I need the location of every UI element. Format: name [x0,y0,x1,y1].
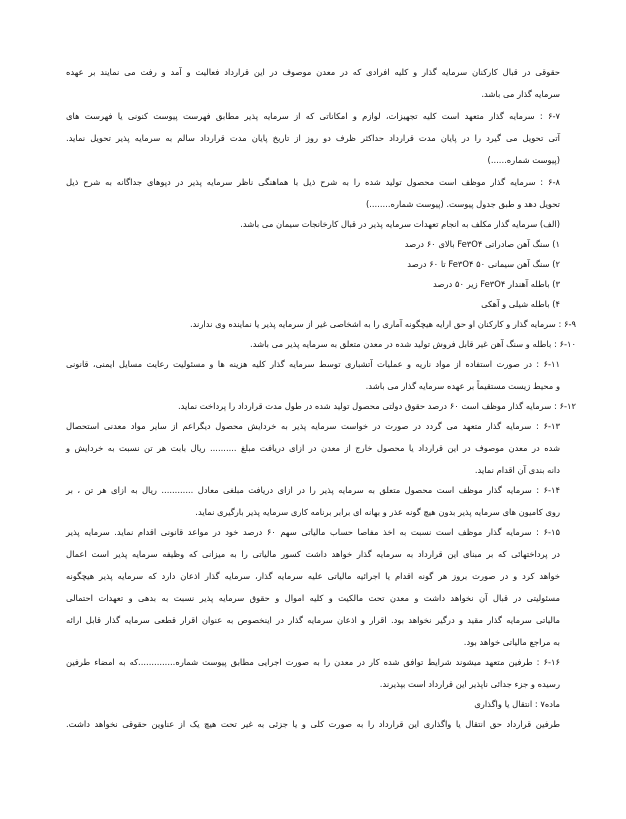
text-line: ۶-۱۰ : باطله و سنگ آهن غیر قابل فروش تولید شده در معدن متعلق به سرمایه پذیر می باشد. [250,339,576,349]
list-item: ۱) سنگ آهن صادراتی Fe۳O۴ بالای ۶۰ درصد [404,239,560,249]
text-line: ۶-۱۶ : طرفین متعهد میشوند شرایط توافق شده کار در معدن را به صورت اجرایی مطابق پیوست شماره..............که به امضاء طرفین [66,657,560,667]
text-line: ۶-۱۵ : سرمایه گذار موظف است نسبت به اخذ مفاصا حساب مالیاتی سهم ۶۰ درصد خود در مواعد قانونی اقدام نماید. سرمایه پذیر [66,527,560,537]
text-line: مسئولیتی در قبال آن نخواهد داشت و معدن تحت مالکیت و کلیه اموال و حقوق سرمایه پذیر نسبت به بدهی و تعهدات احتمالی [66,593,560,603]
list-item: ۳) باطله آهندار Fe۳O۴ زیر ۵۰ درصد [433,279,560,289]
list-item: ۴) باطله شیلی و آهکی [481,299,560,309]
text-line: ۶-۷ : سرمایه گذار متعهد است کلیه تجهیزات، لوازم و امکاناتی که از سرمایه پذیر مطابق فهرست پیوست کنونی یا فهرست های [66,111,560,121]
text-line: ۶-۸ : سرمایه گذار موظف است محصول تولید شده را به شرح ذیل با هماهنگی ناظر سرمایه پذیر در دپوهای جداگانه به شرح ذیل [66,177,560,187]
text-line: (پیوست شماره......) [487,155,560,165]
text-line: حقوقی در قبال کارکنان سرمایه گذار و کلیه افرادی که در معدن موصوف در این قرارداد فعالیت و آمد و رفت می نمایند بر عهده [66,67,560,77]
text-line: در پرداختهائی که بر مبنای این قرارداد به سرمایه گذار خواهد داشت کسور مالیاتی را به میزانی که وظیفه سرمایه پذیر است اعمال [66,549,560,559]
text-line: ۶-۱۳ : سرمایه گذار متعهد می گردد در صورت در خواست سرمایه پذیر به خردایش محصول دیگراعم از سایر مواد معدنی استحصال [66,421,560,431]
text-line: رسیده و جزء جدائی ناپذیر این قرارداد است بپذیرند. [379,679,560,689]
text-line: شده در معدن موصوف در این قرارداد یا محصول خارج از معدن در ازای دریافت مبلغ .......... ریال بابت هر تن نسبت به خردایش و [66,443,560,453]
text-line: ۶-۱۲ : سرمایه گذار موظف است ۶۰ درصد حقوق دولتی محصول تولید شده در طول مدت قرارداد را پرداخت نماید. [177,401,576,411]
text-line: (الف) سرمایه گذار مکلف به انجام تعهدات سرمایه پذیر در قبال کارخانجات سیمان می باشد. [240,219,560,229]
text-line: ۶-۱۴ : سرمایه گذار موظف است محصول متعلق به سرمایه پذیر را در ازای دریافت مبلغی معادل ............ ریال به ازای هر تن ، بر [66,485,560,495]
text-line: روی کامیون های سرمایه پذیر بدون هیچ گونه عذر و بهانه ای برابر برنامه کاری سرمایه پذیر بارگیری نماید. [195,507,560,517]
section-heading: ماده۷ : انتقال یا واگذاری [474,699,560,709]
text-line: ۶-۱۱ : در صورت استفاده از مواد ناریه و عملیات آتشباری توسط سرمایه گذار کلیه هزینه ها و مسئولیت رعایت مسایل ایمنی، قانونی [66,359,560,369]
text-line: مالیاتی سرمایه گذار مقید و درگیر نخواهد بود. اقرار و اذعان سرمایه گذار در اینخصوص به عنوان اقرار قطعی سرمایه گذار قابل ارائه [66,615,560,625]
text-line: خواهد کرد و در صورت بروز هر گونه اقدام یا اجرائیه مالیاتی علیه سرمایه گذار، سرمایه گذار اذعان دارد که سرمایه پذیر هیچگونه [66,571,560,581]
text-line: به مراجع مالیاتی خواهد بود. [463,637,560,647]
text-line: آتی تحویل می گیرد را در پایان مدت قرارداد حداکثر ظرف دو روز از تاریخ پایان مدت قرارداد سالم به سرمایه پذیر تحویل نماید. [66,133,560,143]
text-line: طرفین قرارداد حق انتقال یا واگذاری این قرارداد را به صورت کلی و یا جزئی به غیر تحت هیچ یک از عناوین حقوقی نخواهد داشت. [66,719,560,729]
text-line: ۶-۹ : سرمایه گذار و کارکنان او حق ارایه هیچگونه آماری را به اشخاصی غیر از سرمایه پذیر یا نماینده وی ندارند. [190,319,576,329]
text-line: دانه بندی آن اقدام نماید. [474,465,560,475]
text-line: و محیط زیست مستقیماً بر عهده سرمایه گذار می باشد. [365,381,560,391]
text-line: تحویل دهد و طبق جدول پیوست. (پیوست شماره........) [365,199,560,209]
text-line: سرمایه گذار می باشد. [481,89,560,99]
list-item: ۲) سنگ آهن سیمانی Fe۳O۴ ۵۰ تا ۶۰ درصد [407,259,560,269]
